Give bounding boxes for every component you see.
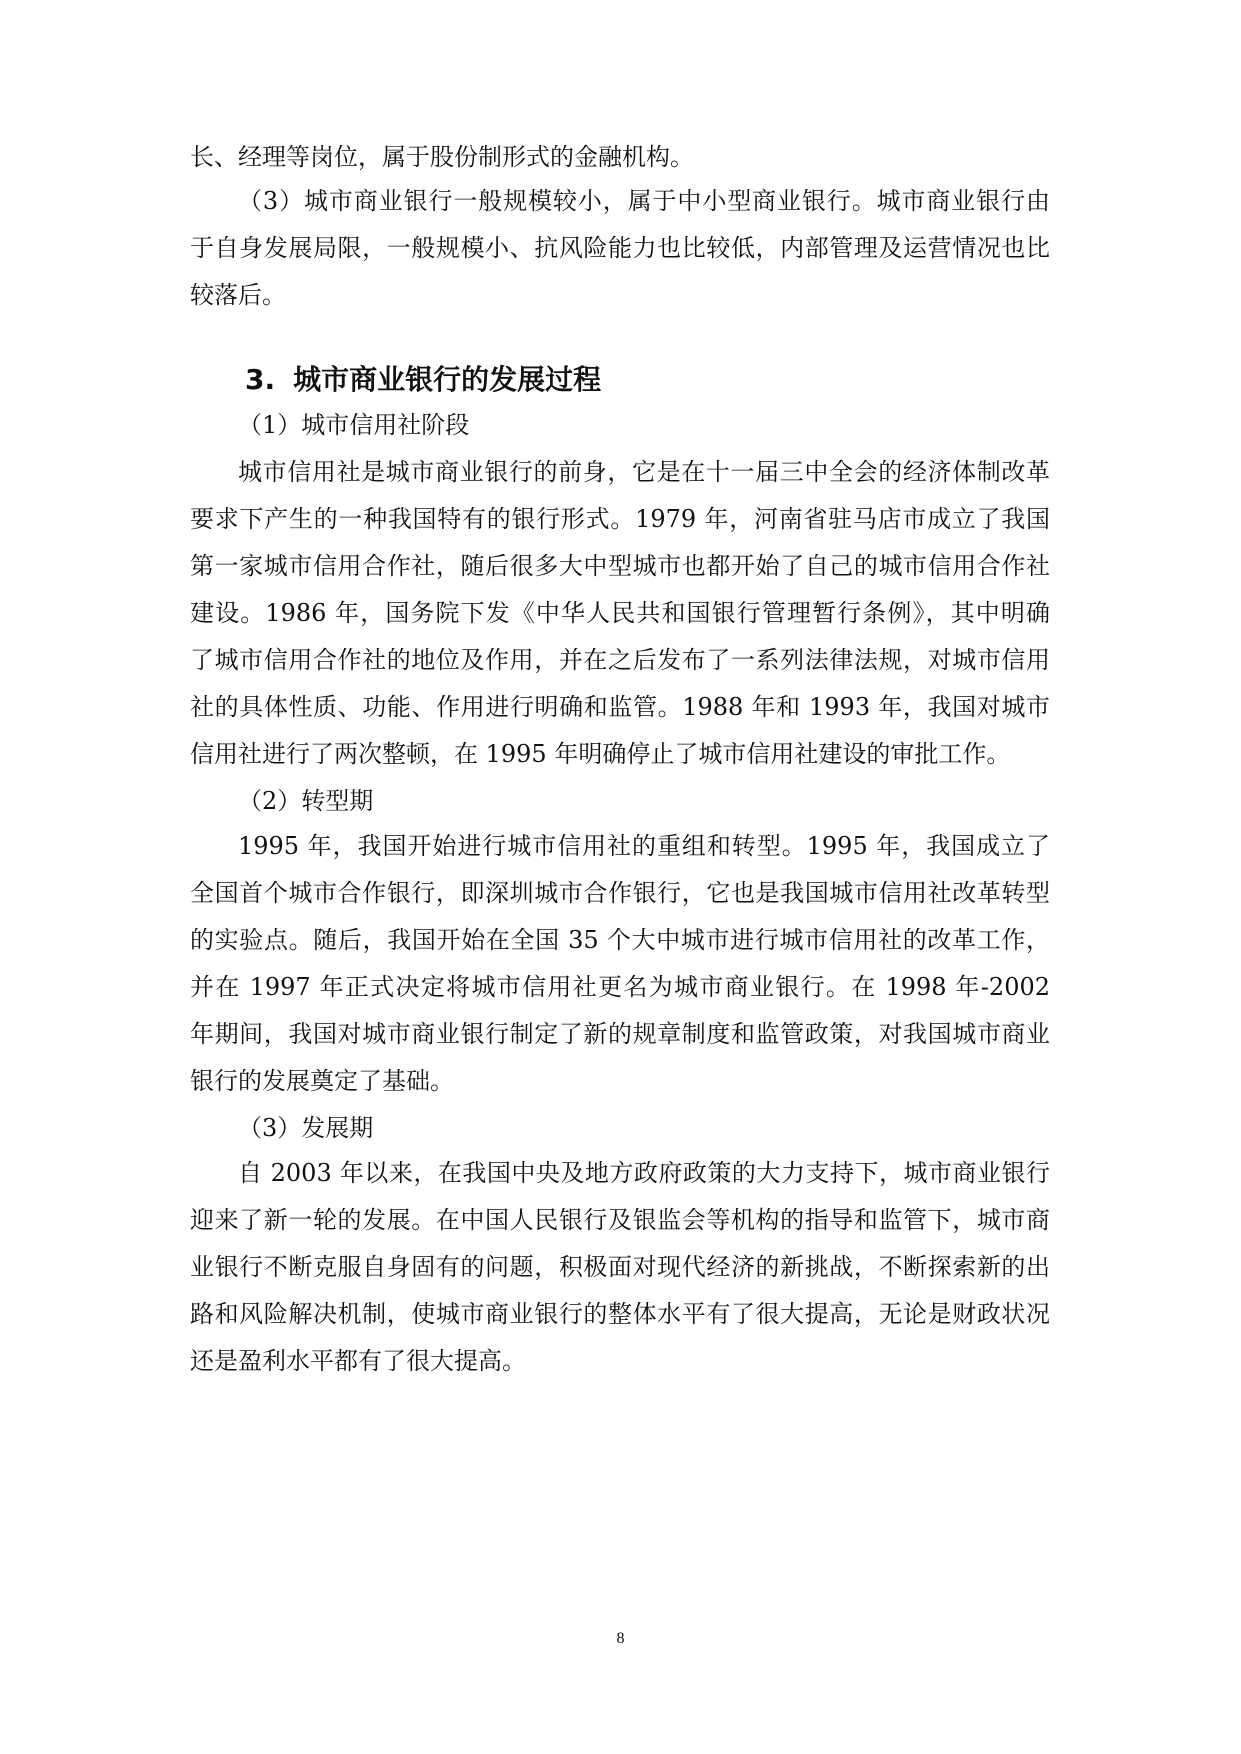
paragraph-line: 建设。1986 年，国务院下发《中华人民共和国银行管理暂行条例》，其中明确 bbox=[190, 599, 1050, 627]
paragraph-line: 年期间，我国对城市商业银行制定了新的规章制度和监管政策，对我国城市商业 bbox=[190, 1020, 1050, 1048]
paragraph-line: 要求下产生的一种我国特有的银行形式。1979 年，河南省驻马店市成立了我国 bbox=[190, 505, 1050, 533]
stage-label: （1）城市信用社阶段 bbox=[238, 411, 470, 439]
section-number: 3. bbox=[245, 363, 276, 396]
stage-label: （3）发展期 bbox=[238, 1114, 374, 1142]
paragraph-line: 自 2003 年以来，在我国中央及地方政府政策的大力支持下，城市商业银行 bbox=[238, 1159, 1050, 1187]
paragraph-line: 城市信用社是城市商业银行的前身，它是在十一届三中全会的经济体制改革 bbox=[238, 458, 1050, 486]
paragraph-line: 迎来了新一轮的发展。在中国人民银行及银监会等机构的指导和监管下，城市商 bbox=[190, 1206, 1050, 1234]
section-heading bbox=[245, 360, 601, 400]
paragraph-line: 银行的发展奠定了基础。 bbox=[190, 1067, 454, 1095]
paragraph-line: 业银行不断克服自身固有的问题，积极面对现代经济的新挑战，不断探索新的出 bbox=[190, 1253, 1050, 1281]
page-number: 8 bbox=[616, 1630, 625, 1647]
paragraph-line: 全国首个城市合作银行，即深圳城市合作银行，它也是我国城市信用社改革转型 bbox=[190, 879, 1050, 907]
stage-label: （2）转型期 bbox=[238, 787, 374, 815]
paragraph-line: 1995 年，我国开始进行城市信用社的重组和转型。1995 年，我国成立了 bbox=[238, 832, 1050, 860]
paragraph-line: 了城市信用合作社的地位及作用，并在之后发布了一系列法律法规，对城市信用 bbox=[190, 646, 1050, 674]
paragraph-line: 于自身发展局限，一般规模小、抗风险能力也比较低，内部管理及运营情况也比 bbox=[190, 234, 1050, 262]
paragraph-line: 社的具体性质、功能、作用进行明确和监管。1988 年和 1993 年，我国对城市 bbox=[190, 693, 1050, 721]
paragraph-line: （3）城市商业银行一般规模较小，属于中小型商业银行。城市商业银行由 bbox=[238, 187, 1050, 215]
paragraph-line: 第一家城市信用合作社，随后很多大中型城市也都开始了自己的城市信用合作社 bbox=[190, 552, 1050, 580]
paragraph-line: 较落后。 bbox=[190, 281, 286, 309]
paragraph-line: 长、经理等岗位，属于股份制形式的金融机构。 bbox=[190, 143, 694, 171]
paragraph-line: 的实验点。随后，我国开始在全国 35 个大中城市进行城市信用社的改革工作， bbox=[190, 926, 1050, 954]
paragraph-line: 并在 1997 年正式决定将城市信用社更名为城市商业银行。在 1998 年-2002 bbox=[190, 973, 1050, 1001]
paragraph-line: 信用社进行了两次整顿，在 1995 年明确停止了城市信用社建设的审批工作。 bbox=[190, 740, 1011, 768]
paragraph-line: 还是盈利水平都有了很大提高。 bbox=[190, 1347, 526, 1375]
paragraph-line: 路和风险解决机制，使城市商业银行的整体水平有了很大提高，无论是财政状况 bbox=[190, 1300, 1050, 1328]
section-title: 城市商业银行的发展过程 bbox=[293, 363, 602, 396]
